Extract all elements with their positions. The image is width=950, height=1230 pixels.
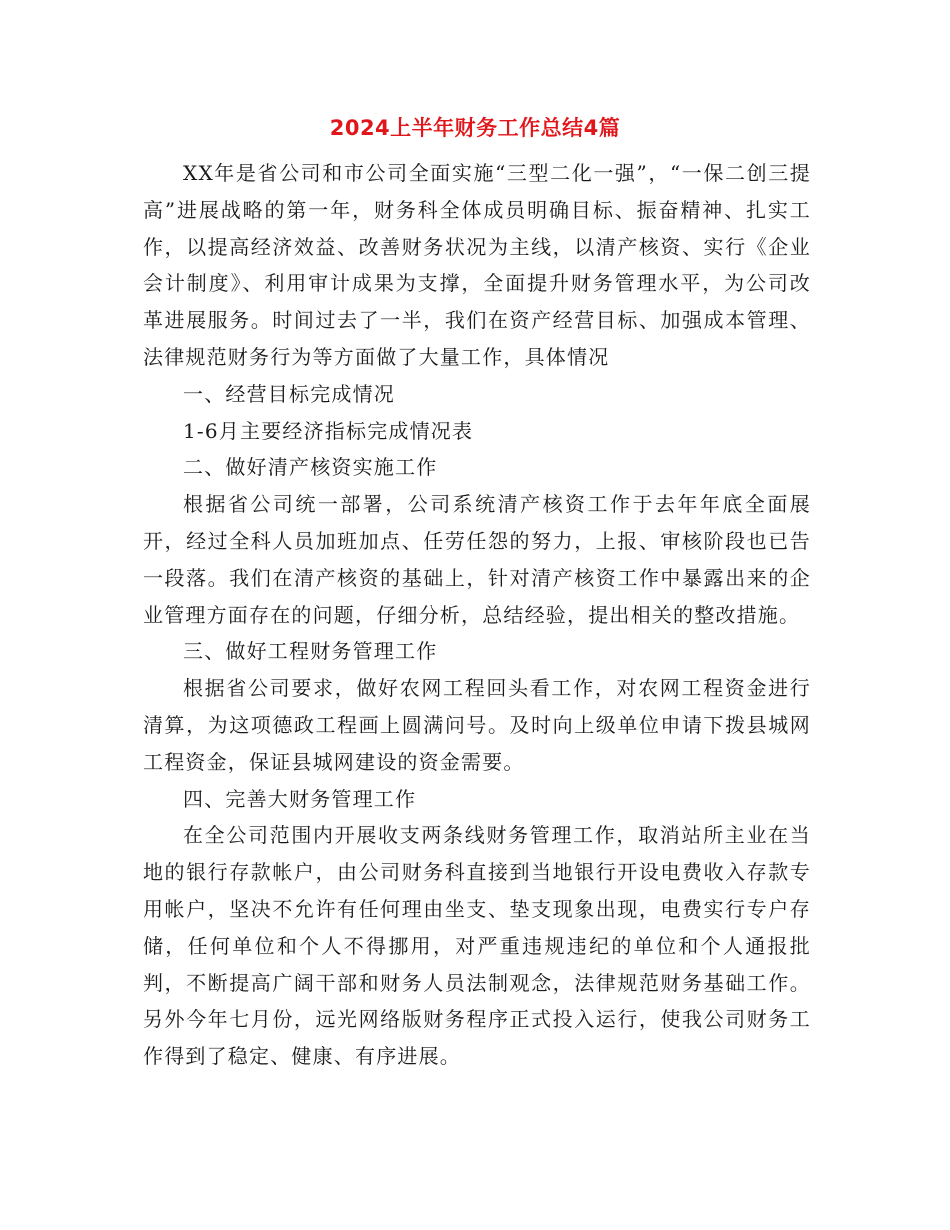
paragraph-asset-verification: 根据省公司统一部署，公司系统清产核资工作于去年年底全面展开，经过全科人员加班加点、任劳任怨的努力，上报、审核阶段也已告一段落。我们在清产核资的基础上，针对清产核资工作中暴露出来的企业管理方面存在的问题，仔细分析，总结经验，提出相关的整改措施。 xyxy=(143,492,811,627)
section-heading-4: 四、完善大财务管理工作 xyxy=(183,786,417,811)
paragraph-engineering-finance: 根据省公司要求，做好农网工程回头看工作，对农网工程资金进行清算，为这项德政工程画上圆满问号。及时向上级单位申请下拨县城网工程资金，保证县城网建设的资金需要。 xyxy=(143,676,811,774)
paragraph-finance-management: 在全公司范围内开展收支两条线财务管理工作，取消站所主业在当地的银行存款帐户，由公司财务科直接到当地银行开设电费收入存款专用帐户，坚决不允许有任何理由坐支、垫支现象出现，电费实行专户存储，任何单位和个人不得挪用，对严重违规违纪的单位和个人通报批判，不断提高广阔干部和财务人员法制观念，法律规范财务基础工作。另外今年七月份，远光网络版财务程序正式投入运行，使我公司财务工作得到了稳定、健康、有序进展。 xyxy=(143,823,811,1069)
section-heading-3: 三、做好工程财务管理工作 xyxy=(183,639,438,664)
section-heading-2: 二、做好清产核资实施工作 xyxy=(183,455,438,480)
section-heading-1: 一、经营目标完成情况 xyxy=(183,381,395,406)
paragraph-intro: XX年是省公司和市公司全面实施“三型二化一强”，“一保二创三提高”进展战略的第一年，财务科全体成员明确目标、振奋精神、扎实工作，以提高经济效益、改善财务状况为主线，以清产核资、实行《企业会计制度》、利用审计成果为支撑，全面提升财务管理水平，为公司改革进展服务。时间过去了一半，我们在资产经营目标、加强成本管理、法律规范财务行为等方面做了大量工作，具体情况 xyxy=(143,161,811,369)
table-caption: 1-6月主要经济指标完成情况表 xyxy=(183,418,474,443)
document-body xyxy=(143,155,811,1075)
document-title: 2024上半年财务工作总结4篇 xyxy=(329,116,621,140)
